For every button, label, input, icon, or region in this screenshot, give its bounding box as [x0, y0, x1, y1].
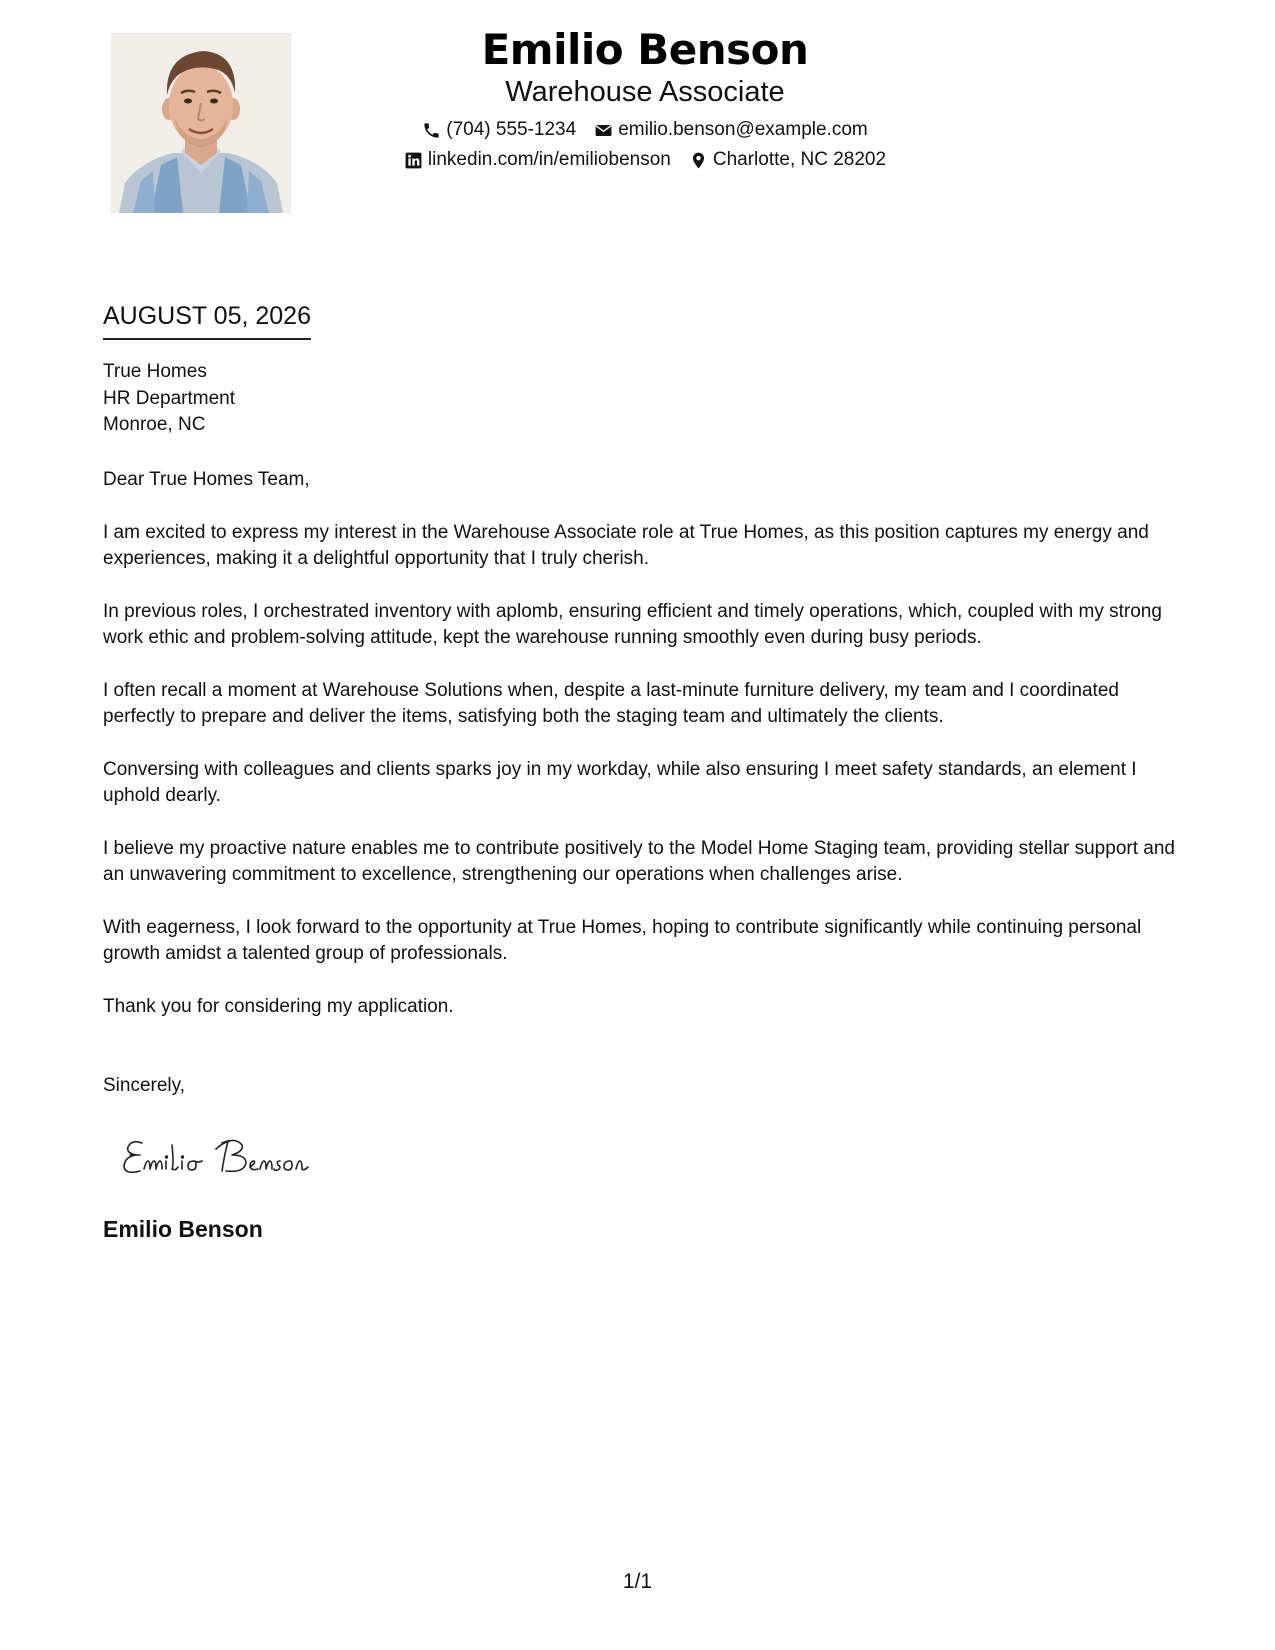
- letter-paragraph: I believe my proactive nature enables me to contribute positively to the Model Home Staging team, providing stellar support and an unwavering commitment to excellence, strengthening our operations when challenges arise.: [103, 837, 1175, 885]
- contact-row-1: [300, 115, 990, 145]
- resume-header: [300, 22, 990, 175]
- phone-number: (704) 555-1234: [446, 119, 577, 140]
- handwritten-signature: [118, 1125, 348, 1185]
- phone-icon: [422, 121, 441, 140]
- letter-date: AUGUST 05, 2026: [103, 300, 311, 340]
- letter-body: [103, 467, 1183, 1046]
- applicant-name: Emilio Benson: [481, 25, 809, 74]
- contact-phone: [422, 115, 576, 145]
- recipient-block: [103, 359, 235, 439]
- email-address[interactable]: emilio.benson@example.com: [618, 119, 868, 140]
- recipient-department: HR Department: [103, 387, 235, 409]
- profile-photo: [111, 33, 291, 213]
- letter-paragraph: I am excited to express my interest in the Warehouse Associate role at True Homes, as this position captures my energy and experiences, making it a delightful opportunity that I truly cherish.: [103, 521, 1149, 569]
- recipient-location: Monroe, NC: [103, 414, 206, 435]
- contact-linkedin[interactable]: [404, 145, 671, 175]
- contact-row-2: [300, 145, 990, 175]
- page-number: 1/1: [622, 1570, 653, 1593]
- recipient-company: True Homes: [103, 361, 207, 382]
- contact-email[interactable]: [594, 115, 868, 145]
- linkedin-url[interactable]: linkedin.com/in/emiliobenson: [427, 149, 671, 170]
- signer-name: Emilio Benson: [103, 1216, 263, 1242]
- closing: Sincerely,: [103, 1075, 186, 1096]
- linkedin-icon: [404, 151, 423, 170]
- envelope-icon: [594, 121, 613, 140]
- letter-paragraph: In previous roles, I orchestrated inventory with aplomb, ensuring efficient and timely operations, which, coupled with my strong work ethic and problem-solving attitude, kept the warehouse running smoothly even during busy periods.: [103, 600, 1162, 648]
- contact-location: [689, 145, 886, 175]
- map-pin-icon: [689, 151, 708, 170]
- letter-paragraph: Thank you for considering my application.: [103, 995, 454, 1017]
- letter-paragraph: I often recall a moment at Warehouse Solutions when, despite a last-minute furniture delivery, my team and I coordinated perfectly to prepare and deliver the items, satisfying both the staging team and ultimately the clients.: [103, 679, 1119, 727]
- letter-paragraph: With eagerness, I look forward to the opportunity at True Homes, hoping to contribute significantly while continuing personal growth amidst a talented group of professionals.: [103, 916, 1142, 964]
- letter-paragraph: Conversing with colleagues and clients sparks joy in my workday, while also ensuring I meet safety standards, an element I uphold dearly.: [103, 758, 1137, 806]
- salutation: Dear True Homes Team,: [103, 469, 310, 490]
- location-text: Charlotte, NC 28202: [712, 149, 887, 170]
- job-title: Warehouse Associate: [505, 76, 785, 108]
